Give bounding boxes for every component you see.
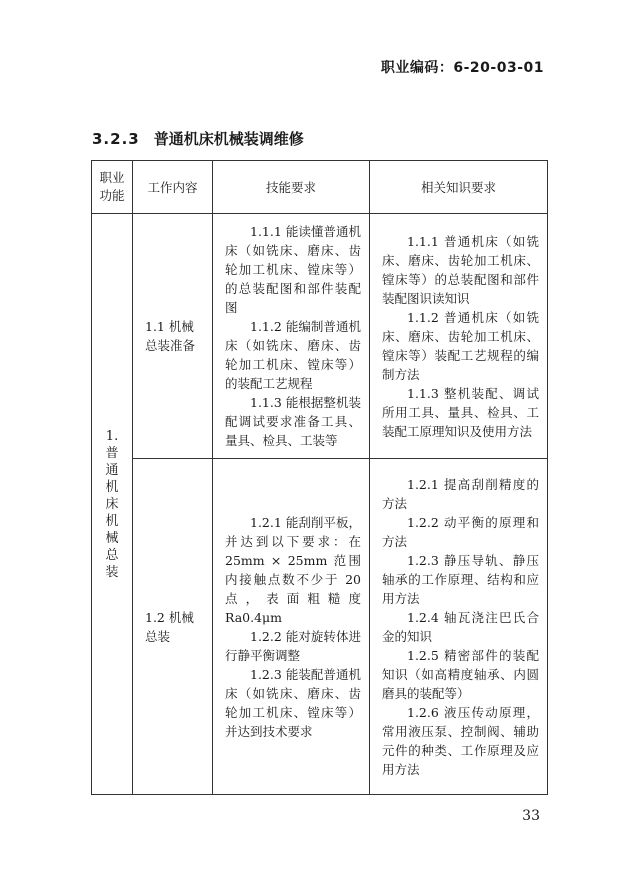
header-knowledge: 相关知识要求 [370, 161, 548, 214]
knowledge-item: 1.1.1 普通机床（如铣床、磨床、齿轮加工机床、镗床等）的总装配图和部件装配图识读知识 [382, 233, 539, 306]
content-cell: 1.1 机械 总装准备 [133, 214, 213, 459]
table-row [92, 214, 548, 459]
header-content: 工作内容 [133, 161, 213, 214]
skill-item: 1.1.1 能读懂普通机床（如铣床、磨床、齿轮加工机床、镗床等）的总装配图和部件装配图 [225, 224, 361, 315]
knowledge-item: 1.2.6 液压传动原理，常用液压泵、控制阀、辅助元件的种类、工作原理及应用方法 [382, 704, 539, 777]
section-number: 3.2.3 [92, 130, 140, 148]
skill-item: 1.2.3 能装配普通机床（如铣床、磨床、齿轮加工机床、镗床等）并达到技术要求 [225, 666, 361, 739]
skill-item: 1.1.3 能根据整机装配调试要求准备工具、量具、检具、工装等 [225, 395, 361, 448]
knowledge-cell [370, 459, 548, 795]
occupation-code: 职业编码：6-20-03-01 [380, 60, 544, 76]
function-cell [92, 214, 133, 795]
knowledge-item: 1.2.2 动平衡的原理和方法 [382, 514, 539, 549]
page-number: 33 [522, 808, 540, 824]
knowledge-item: 1.2.4 轴瓦浇注巴氏合金的知识 [382, 609, 539, 644]
function-number: 1. [105, 428, 119, 444]
section-title [92, 128, 304, 149]
knowledge-item: 1.1.2 普通机床（如铣床、磨床、齿轮加工机床、镗床等）装配工艺规程的编制方法 [382, 309, 539, 382]
skill-cell [213, 214, 370, 459]
knowledge-cell [370, 214, 548, 459]
knowledge-item: 1.2.1 提高刮削精度的方法 [382, 476, 539, 511]
table-row [92, 459, 548, 795]
function-name: 普通机床机械总装 [105, 445, 119, 580]
skill-item: 1.2.2 能对旋转体进行静平衡调整 [225, 628, 361, 663]
header-skill: 技能要求 [213, 161, 370, 214]
header-function: 职业 功能 [92, 161, 133, 214]
section-name: 普通机床机械装调维修 [153, 130, 304, 148]
skill-cell [213, 459, 370, 795]
knowledge-item: 1.1.3 整机装配、调试所用工具、量具、检具、工装配工原理知识及使用方法 [382, 385, 539, 439]
knowledge-item: 1.2.5 精密部件的装配知识（如高精度轴承、内圆磨具的装配等） [382, 647, 539, 701]
skill-item: 1.2.1 能刮削平板，并达到以下要求：在 25mm × 25mm 范围内接触点数不少于 20 点，表面粗糙度 Ra0.4μm [225, 514, 361, 625]
skills-table [91, 160, 548, 795]
skill-item: 1.1.2 能编制普通机床（如铣床、磨床、齿轮加工机床、镗床等）的装配工艺规程 [225, 319, 361, 391]
knowledge-item: 1.2.3 静压导轨、静压轴承的工作原理、结构和应用方法 [382, 552, 539, 606]
content-cell: 1.2 机械 总装 [133, 459, 213, 795]
table-header-row [92, 161, 548, 214]
